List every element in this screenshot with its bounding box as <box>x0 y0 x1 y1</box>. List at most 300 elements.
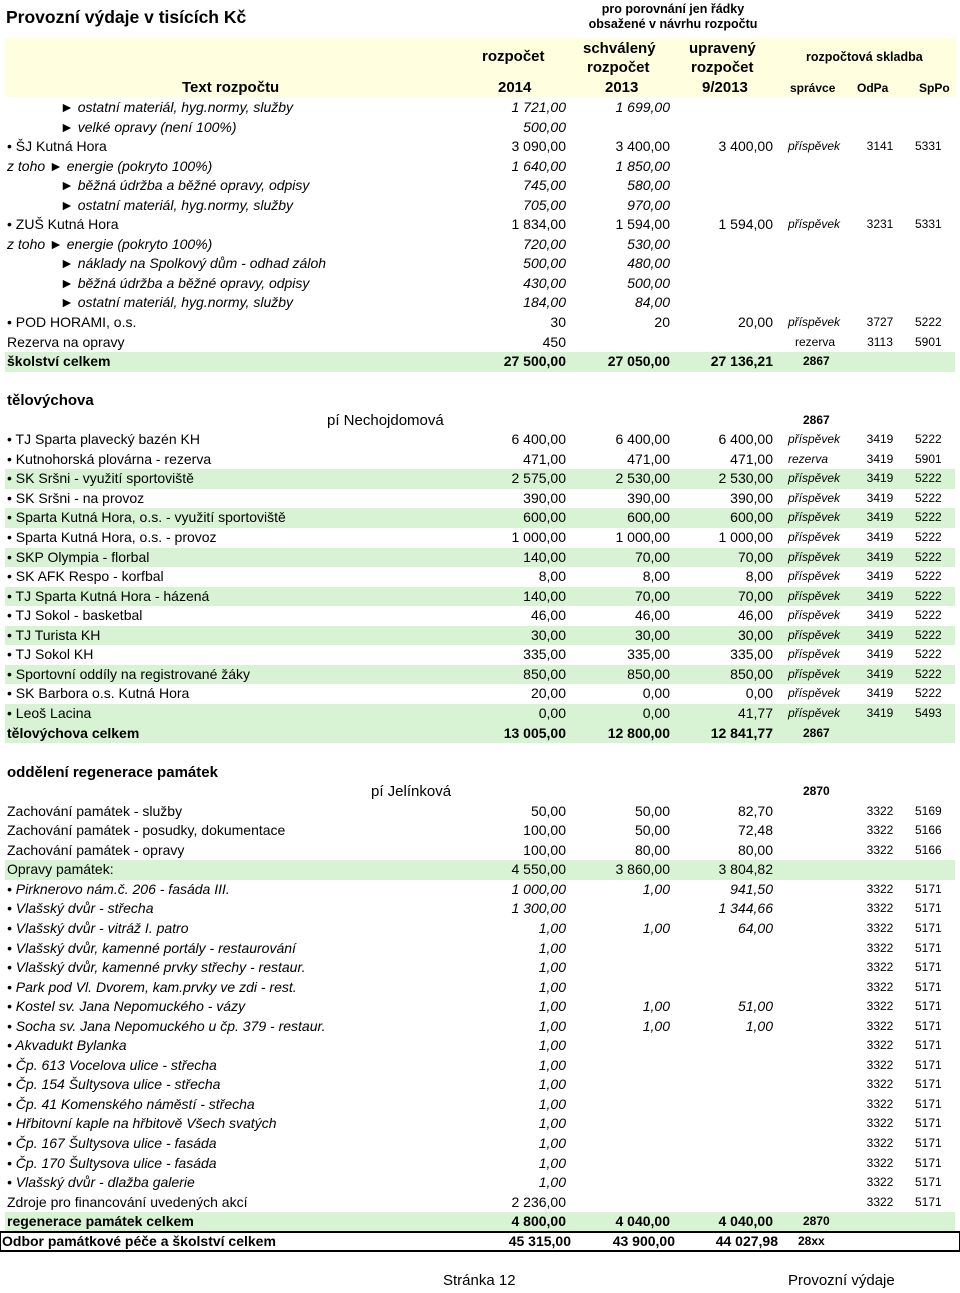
budget-2014-value: 46,00 <box>530 607 566 624</box>
table-row <box>0 333 960 353</box>
table-row <box>0 215 960 235</box>
table-row <box>0 1173 960 1193</box>
approved-2013-value: 12 800,00 <box>607 724 670 741</box>
table-row <box>5 469 955 489</box>
modified-2013-value: 335,00 <box>730 646 773 663</box>
budget-2014-value: 850,00 <box>523 665 566 682</box>
spravce-value: příspěvek <box>788 530 841 545</box>
table-row <box>0 743 960 763</box>
budget-2014-value: 1 721,00 <box>511 99 566 115</box>
odpa-value: 3419 <box>866 627 894 642</box>
sppo-value: 5171 <box>915 979 942 994</box>
budget-2014-value: 20,00 <box>530 685 566 702</box>
odpa-value: 3322 <box>866 1116 894 1131</box>
odpa-value: 3419 <box>866 569 894 584</box>
col-spravce-label: správce <box>790 81 836 95</box>
sppo-value: 5222 <box>915 686 942 701</box>
odpa-value: 3322 <box>866 1155 894 1170</box>
budget-2014-value: 720,00 <box>523 235 566 252</box>
odpa-value: 3322 <box>866 1135 894 1150</box>
modified-2013-value: 64,00 <box>737 919 773 936</box>
footer-page-number: Stránka 12 <box>443 1272 516 1289</box>
sppo-value: 5331 <box>915 139 942 154</box>
budget-2014-value: 1,00 <box>538 1115 566 1132</box>
approved-2013-value: 1 699,00 <box>615 99 670 115</box>
sppo-value: 5171 <box>915 920 942 935</box>
sppo-value: 5222 <box>915 608 942 623</box>
table-row <box>5 587 955 607</box>
row-label: • Vlašský dvůr, kamenné prvky střechy - restaur. <box>7 959 306 976</box>
table-row <box>0 157 960 177</box>
odpa-value: 3322 <box>866 1038 894 1053</box>
table-row <box>0 1134 960 1154</box>
row-label: tělovýchova <box>7 392 94 410</box>
modified-2013-value: 3 804,82 <box>718 861 773 878</box>
table-row <box>5 548 955 568</box>
budget-2014-value: 1,00 <box>538 1037 566 1054</box>
table-row <box>5 724 955 744</box>
row-label: ► běžná údržba a běžné opravy, odpisy <box>60 177 310 194</box>
table-row <box>0 293 960 313</box>
budget-2014-value: 1,00 <box>538 959 566 976</box>
table-row <box>0 645 960 665</box>
modified-2013-value: 0,00 <box>745 685 773 702</box>
spravce-value: příspěvek <box>788 608 841 623</box>
approved-2013-value: 43 900,00 <box>612 1232 675 1249</box>
budget-2014-value: 600,00 <box>523 509 566 526</box>
sppo-value: 5222 <box>915 530 942 545</box>
table-row <box>0 1036 960 1056</box>
header-note-line1: pro porovnání jen řádky <box>601 2 745 16</box>
approved-2013-value: 1 594,00 <box>615 216 670 233</box>
sppo-value: 5222 <box>915 549 942 564</box>
col-approved-label-b: rozpočet <box>587 59 650 76</box>
odpa-value: 3419 <box>866 490 894 505</box>
row-label: • Sparta Kutná Hora, o.s. - provoz <box>7 529 217 546</box>
odpa-value: 3322 <box>866 842 894 857</box>
table-row <box>0 899 960 919</box>
odpa-value: 3322 <box>866 1175 894 1190</box>
sppo-value: 5331 <box>915 217 942 232</box>
budget-2014-value: 1 000,00 <box>511 880 566 897</box>
sppo-value: 5222 <box>915 588 942 603</box>
row-label: • Čp. 154 Šultysova ulice - střecha <box>7 1076 221 1093</box>
budget-2014-value: 4 550,00 <box>511 861 566 878</box>
spravce-value: příspěvek <box>788 549 841 564</box>
odpa-value: 3419 <box>866 647 894 662</box>
modified-2013-value: 941,50 <box>730 880 773 897</box>
footer-document-name: Provozní výdaje <box>788 1272 895 1289</box>
row-label: • Vlašský dvůr - vitráž I. patro <box>7 919 189 936</box>
row-label: • Akvadukt Bylanka <box>7 1037 127 1054</box>
sppo-value: 5171 <box>915 881 942 896</box>
spravce-value: příspěvek <box>788 139 841 154</box>
sppo-value: 5222 <box>915 569 942 584</box>
table-row <box>0 254 960 274</box>
sppo-value: 5169 <box>915 803 942 818</box>
spravce-value: příspěvek <box>788 705 841 720</box>
modified-2013-value: 46,00 <box>737 607 773 624</box>
modified-2013-value: 1 000,00 <box>718 529 773 546</box>
spravce-value: příspěvek <box>788 647 841 662</box>
table-row <box>0 802 960 822</box>
modified-2013-value: 72,48 <box>737 822 773 839</box>
modified-2013-value: 70,00 <box>737 548 773 565</box>
sppo-value: 5171 <box>915 960 942 975</box>
modified-2013-value: 20,00 <box>737 314 773 331</box>
spravce-value: příspěvek <box>788 217 841 232</box>
approved-2013-value: 3 860,00 <box>615 861 670 878</box>
approved-2013-value: 84,00 <box>634 294 670 311</box>
approved-2013-value: 0,00 <box>642 685 670 702</box>
approved-2013-value: 30,00 <box>634 626 670 643</box>
budget-2014-value: 30,00 <box>530 626 566 643</box>
row-label: regenerace památek celkem <box>7 1213 194 1230</box>
row-label: ► ostatní materiál, hyg.normy, služby <box>60 99 294 115</box>
table-row <box>0 939 960 959</box>
approved-2013-value: 390,00 <box>627 489 670 506</box>
row-label: • SK Sršni - na provoz <box>7 489 145 506</box>
odpa-value: 3419 <box>866 666 894 681</box>
spravce-value: příspěvek <box>788 315 841 330</box>
modified-2013-value: 70,00 <box>737 587 773 604</box>
modified-2013-value: 471,00 <box>730 450 773 467</box>
table-row <box>5 665 955 685</box>
budget-2014-value: 50,00 <box>530 802 566 819</box>
sppo-value: 5222 <box>915 510 942 525</box>
row-label: z toho ► energie (pokryto 100%) <box>7 157 213 174</box>
approved-2013-value: 1,00 <box>642 919 670 936</box>
budget-2014-value: 140,00 <box>523 548 566 565</box>
sppo-value: 5171 <box>915 1077 942 1092</box>
budget-2014-value: 1,00 <box>538 978 566 995</box>
spravce-value: příspěvek <box>788 432 841 447</box>
budget-2014-value: 1,00 <box>538 1056 566 1073</box>
budget-2014-value: 8,00 <box>538 568 566 585</box>
table-row <box>0 235 960 255</box>
budget-2014-value: 13 005,00 <box>503 724 566 741</box>
approved-2013-value: 970,00 <box>627 196 670 213</box>
budget-2014-value: 184,00 <box>523 294 566 311</box>
budget-2014-value: 1 834,00 <box>511 216 566 233</box>
spravce-code: 2867 <box>803 725 830 740</box>
col-skladba-label: rozpočtová skladba <box>806 50 923 64</box>
table-row <box>0 821 960 841</box>
modified-2013-value: 6 400,00 <box>718 431 773 448</box>
row-label: Zachování památek - opravy <box>7 841 185 858</box>
approved-2013-value: 1,00 <box>642 880 670 897</box>
approved-2013-value: 480,00 <box>627 255 670 272</box>
page-title: Provozní výdaje v tisících Kč <box>6 7 247 27</box>
row-label: • Leoš Lacina <box>7 704 92 721</box>
sppo-value: 5166 <box>915 823 942 838</box>
table-row <box>0 391 960 411</box>
odpa-value: 3322 <box>866 1077 894 1092</box>
approved-2013-value: 4 040,00 <box>615 1213 670 1230</box>
budget-2014-value: 27 500,00 <box>503 353 566 370</box>
table-row <box>0 841 960 861</box>
sppo-value: 5171 <box>915 1135 942 1150</box>
sppo-value: 5171 <box>915 1096 942 1111</box>
approved-2013-value: 0,00 <box>642 704 670 721</box>
table-row <box>0 567 960 587</box>
odpa-value: 3322 <box>866 960 894 975</box>
budget-2014-value: 100,00 <box>523 841 566 858</box>
table-row <box>0 411 960 431</box>
row-label: • SK AFK Respo - korfbal <box>7 568 164 585</box>
spravce-value: příspěvek <box>788 686 841 701</box>
approved-2013-value: 1,00 <box>642 1017 670 1034</box>
approved-2013-value: 471,00 <box>627 450 670 467</box>
odpa-value: 3727 <box>866 315 894 330</box>
modified-2013-value: 1 344,66 <box>718 900 773 917</box>
spravce-value: příspěvek <box>788 588 841 603</box>
approved-2013-value: 335,00 <box>627 646 670 663</box>
approved-2013-value: 50,00 <box>634 802 670 819</box>
budget-2014-value: 745,00 <box>523 177 566 194</box>
col-budget-2014-year: 2014 <box>498 79 532 96</box>
sppo-value: 5222 <box>915 490 942 505</box>
budget-2014-value: 1,00 <box>538 1154 566 1171</box>
budget-2014-value: 705,00 <box>523 196 566 213</box>
approved-2013-value: 500,00 <box>627 274 670 291</box>
odpa-value: 3322 <box>866 823 894 838</box>
budget-2014-value: 1,00 <box>538 1095 566 1112</box>
table-row <box>0 997 960 1017</box>
approved-2013-value: 1,00 <box>642 998 670 1015</box>
approved-2013-value: 2 530,00 <box>615 470 670 487</box>
table-row <box>0 1193 960 1213</box>
col-approved-year: 2013 <box>605 79 639 96</box>
budget-2014-value: 390,00 <box>523 489 566 506</box>
row-label: • Vlašský dvůr - střecha <box>7 900 154 917</box>
odpa-value: 3419 <box>866 705 894 720</box>
modified-2013-value: 12 841,77 <box>710 724 773 741</box>
table-row <box>0 196 960 216</box>
sppo-value: 5171 <box>915 1018 942 1033</box>
modified-2013-value: 30,00 <box>737 626 773 643</box>
budget-2014-value: 3 090,00 <box>511 138 566 155</box>
odpa-value: 3322 <box>866 1194 894 1209</box>
budget-2014-value: 335,00 <box>523 646 566 663</box>
budget-2014-value: 0,00 <box>538 704 566 721</box>
row-label: Rezerva na opravy <box>7 333 125 350</box>
row-label: • TJ Sokol KH <box>7 646 94 663</box>
odpa-value: 3141 <box>866 139 894 154</box>
col-sppo-label: SpPo <box>919 81 950 95</box>
row-label: • Vlašský dvůr - dlažba galerie <box>7 1174 195 1191</box>
row-label: • SK Sršni - využití sportoviště <box>7 470 194 487</box>
budget-2014-value: 500,00 <box>523 118 566 135</box>
col-modified-label-b: rozpočet <box>691 59 754 76</box>
spravce-value: příspěvek <box>788 569 841 584</box>
table-row <box>0 684 960 704</box>
sppo-value: 5222 <box>915 315 942 330</box>
sppo-value: 5901 <box>915 451 942 466</box>
row-label: z toho ► energie (pokryto 100%) <box>7 235 213 252</box>
spravce-code: 2870 <box>803 784 830 799</box>
row-label: • Pirknerovo nám.č. 206 - fasáda III. <box>7 880 230 897</box>
budget-table <box>0 98 960 1251</box>
table-row <box>5 508 955 528</box>
approved-2013-value: 580,00 <box>627 177 670 194</box>
budget-2014-value: 430,00 <box>523 274 566 291</box>
budget-2014-value: 2 236,00 <box>511 1193 566 1210</box>
row-label: tělovýchova celkem <box>7 724 140 741</box>
table-row <box>0 313 960 333</box>
budget-2014-value: 45 315,00 <box>508 1232 571 1249</box>
approved-2013-value: 850,00 <box>627 665 670 682</box>
modified-2013-value: 850,00 <box>730 665 773 682</box>
table-row <box>0 782 960 802</box>
row-label: ► náklady na Spolkový dům - odhad záloh <box>60 255 327 272</box>
odpa-value: 3419 <box>866 432 894 447</box>
sppo-value: 5171 <box>915 1057 942 1072</box>
odpa-value: 3231 <box>866 217 894 232</box>
row-label: • Sparta Kutná Hora, o.s. - využití sportoviště <box>7 509 286 526</box>
table-row <box>5 860 955 880</box>
budget-2014-value: 100,00 <box>523 822 566 839</box>
row-label: • Čp. 41 Komenského náměstí - střecha <box>7 1095 255 1112</box>
table-row <box>0 1017 960 1037</box>
table-row <box>0 958 960 978</box>
col-modified-year: 9/2013 <box>702 79 748 96</box>
col-budget-2014-label: rozpočet <box>482 48 545 65</box>
header-note-line2: obsažené v návrhu rozpočtu <box>588 17 758 31</box>
budget-2014-value: 6 400,00 <box>511 431 566 448</box>
table-row <box>0 1232 960 1252</box>
row-label: Zdroje pro financování uvedených akcí <box>7 1193 248 1210</box>
sppo-value: 5171 <box>915 901 942 916</box>
row-label: • Čp. 170 Šultysova ulice - fasáda <box>7 1154 217 1171</box>
odpa-value: 3419 <box>866 608 894 623</box>
approved-2013-value: 1 850,00 <box>615 157 670 174</box>
spravce-code: 2867 <box>803 354 830 369</box>
budget-2014-value: 1,00 <box>538 1174 566 1191</box>
table-row <box>0 137 960 157</box>
table-row <box>0 98 960 118</box>
table-row <box>0 118 960 138</box>
row-label: • Kutnohorská plovárna - rezerva <box>7 450 212 467</box>
sppo-value: 5222 <box>915 666 942 681</box>
odpa-value: 3419 <box>866 549 894 564</box>
odpa-value: 3322 <box>866 1096 894 1111</box>
table-row <box>0 274 960 294</box>
budget-2014-value: 4 800,00 <box>511 1213 566 1230</box>
row-label: ► velké opravy (není 100%) <box>60 118 237 135</box>
sppo-value: 5222 <box>915 627 942 642</box>
row-label: • ZUŠ Kutná Hora <box>7 216 119 233</box>
sppo-value: 5171 <box>915 1116 942 1131</box>
approved-2013-value: 8,00 <box>642 568 670 585</box>
spravce-code: 28xx <box>798 1233 825 1248</box>
table-row <box>0 606 960 626</box>
spravce-value: rezerva <box>788 451 829 466</box>
modified-2013-value: 1,00 <box>745 1017 773 1034</box>
approved-2013-value: 600,00 <box>627 509 670 526</box>
approved-2013-value: 530,00 <box>627 235 670 252</box>
table-row <box>0 430 960 450</box>
approved-2013-value: 70,00 <box>634 587 670 604</box>
modified-2013-value: 1 594,00 <box>718 216 773 233</box>
table-row <box>0 1154 960 1174</box>
row-label: školství celkem <box>7 353 111 370</box>
sppo-value: 5222 <box>915 647 942 662</box>
budget-2014-value: 1 300,00 <box>511 900 566 917</box>
row-label: ► ostatní materiál, hyg.normy, služby <box>60 294 294 311</box>
odpa-value: 3322 <box>866 940 894 955</box>
odpa-value: 3322 <box>866 901 894 916</box>
spravce-value: příspěvek <box>788 627 841 642</box>
row-label: • SKP Olympia - florbal <box>7 548 150 565</box>
table-row <box>0 372 960 392</box>
odpa-value: 3322 <box>866 881 894 896</box>
row-label: • POD HORAMI, o.s. <box>7 314 137 331</box>
approved-2013-value: 46,00 <box>634 607 670 624</box>
row-label: Odbor památkové péče a školství celkem <box>2 1232 276 1249</box>
table-row <box>0 1114 960 1134</box>
approved-2013-value: 3 400,00 <box>615 138 670 155</box>
table-row <box>5 626 955 646</box>
row-label: Zachování památek - posudky, dokumentace <box>7 822 286 839</box>
odpa-value: 3322 <box>866 920 894 935</box>
table-row <box>0 1056 960 1076</box>
row-label: ► běžná údržba a běžné opravy, odpisy <box>60 274 310 291</box>
budget-2014-value: 471,00 <box>523 450 566 467</box>
modified-2013-value: 80,00 <box>737 841 773 858</box>
sppo-value: 5171 <box>915 999 942 1014</box>
budget-2014-value: 1,00 <box>538 1134 566 1151</box>
spravce-code: 2870 <box>803 1214 830 1229</box>
odpa-value: 3322 <box>866 803 894 818</box>
table-row <box>0 880 960 900</box>
sppo-value: 5171 <box>915 1175 942 1190</box>
modified-2013-value: 8,00 <box>745 568 773 585</box>
table-row <box>0 528 960 548</box>
sppo-value: 5901 <box>915 334 942 349</box>
row-label: pí Jelínková <box>371 783 452 801</box>
modified-2013-value: 600,00 <box>730 509 773 526</box>
row-label: pí Nechojdomová <box>327 411 444 429</box>
row-label: Zachování památek - služby <box>7 802 183 819</box>
sppo-value: 5171 <box>915 1038 942 1053</box>
row-label: • TJ Sparta plavecký bazén KH <box>7 431 200 448</box>
row-label: • TJ Turista KH <box>7 626 101 643</box>
approved-2013-value: 70,00 <box>634 548 670 565</box>
odpa-value: 3419 <box>866 588 894 603</box>
table-row <box>0 450 960 470</box>
sppo-value: 5171 <box>915 940 942 955</box>
budget-2014-value: 1,00 <box>538 1017 566 1034</box>
odpa-value: 3322 <box>866 1057 894 1072</box>
row-label: • Kostel sv. Jana Nepomuckého - vázy <box>7 998 246 1015</box>
row-label: Opravy památek: <box>7 861 114 878</box>
modified-2013-value: 2 530,00 <box>718 470 773 487</box>
table-row <box>0 489 960 509</box>
budget-2014-value: 30 <box>550 314 566 331</box>
table-row <box>0 1075 960 1095</box>
approved-2013-value: 20 <box>654 314 670 331</box>
budget-2014-value: 450 <box>542 333 566 350</box>
row-label: • Sportovní oddíly na registrované žáky <box>7 665 251 682</box>
modified-2013-value: 27 136,21 <box>710 353 773 370</box>
budget-2014-value: 1,00 <box>538 919 566 936</box>
row-label: • Vlašský dvůr, kamenné portály - restaurování <box>7 939 296 956</box>
table-row <box>5 704 955 724</box>
spravce-value: příspěvek <box>788 471 841 486</box>
budget-2014-value: 2 575,00 <box>511 470 566 487</box>
spravce-value: rezerva <box>795 334 836 349</box>
